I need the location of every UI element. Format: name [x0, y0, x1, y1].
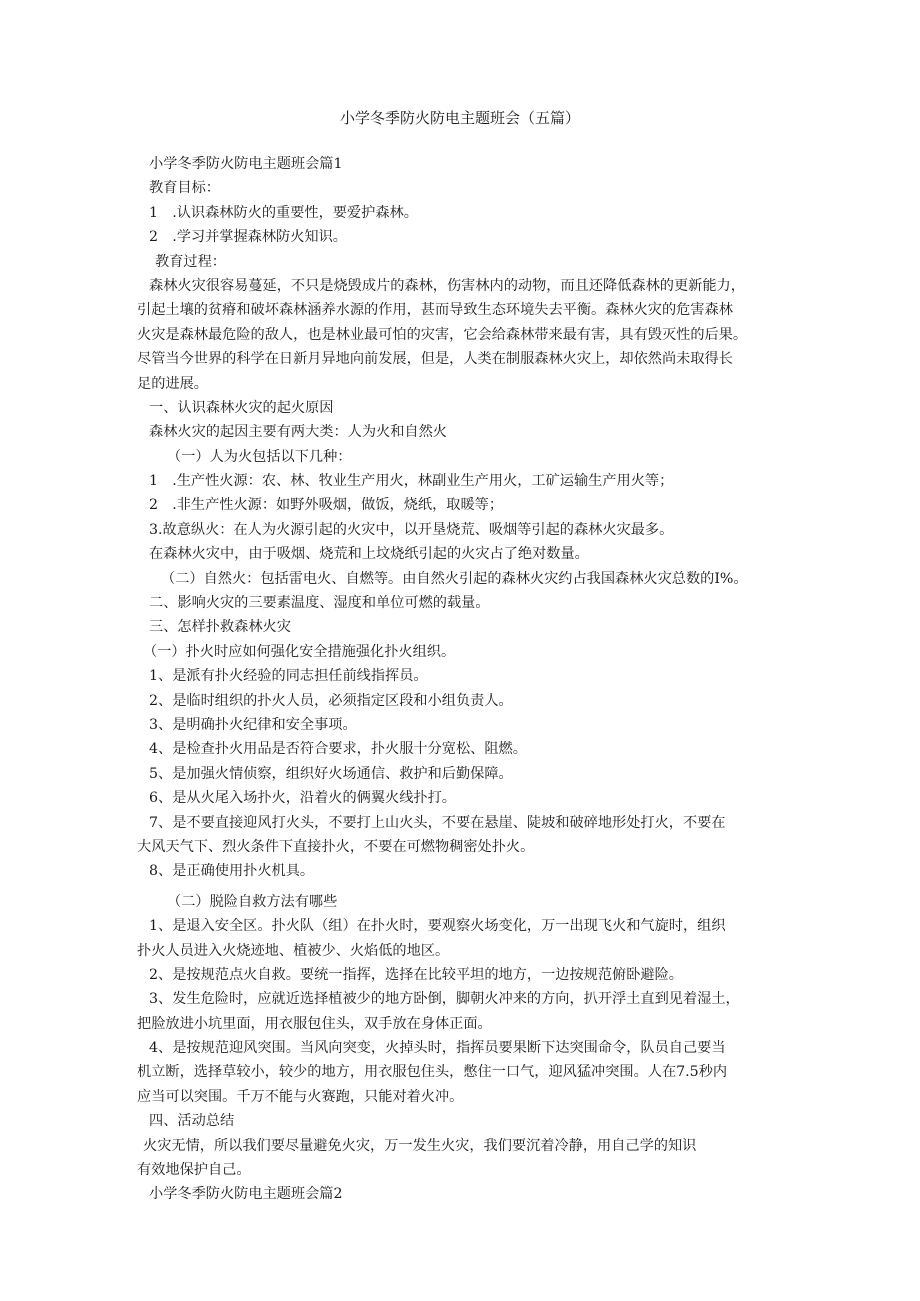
list-item: 3、是明确扑火纪律和安全事项。: [149, 716, 357, 733]
list-item: 6、是从火尾入场扑火，沿着火的俩翼火线扑打。: [149, 790, 456, 807]
list-item: 1、是退入安全区。扑火队（组）在扑火时，要观察火场变化，万一出现飞火和气旋时，组织: [149, 918, 726, 935]
section-heading: 三、怎样扑救森林火灾: [149, 619, 291, 636]
list-item: 2、是按规范点火自救。要统一指挥，选择在比较平坦的地方，一边按规范俯卧避险。: [149, 966, 683, 983]
section-heading: 小学冬季防火防电主题班会篇1: [149, 156, 343, 172]
list-item: 1、是派有扑火经验的同志担任前线指挥员。: [149, 668, 428, 685]
list-item: 2 .学习并掌握森林防火知识。: [149, 229, 347, 246]
list-item-continuation: 扑火人员进入火烧迹地、植被少、火焰低的地区。: [137, 942, 450, 959]
list-item: 1 .生产性火源：农、林、牧业生产用火，林副业生产用火，工矿运输生产用火等；: [149, 473, 674, 490]
paragraph-line: 引起土壤的贫瘠和破坏森林涵养水源的作用，甚而导致生态环境失去平衡。森林火灾的危害森林: [137, 302, 733, 319]
document-title: 小学冬季防火防电主题班会（五篇）: [339, 109, 580, 127]
list-item: 3、发生危险时，应就近选择植被少的地方卧倒，脚朝火冲来的方向，扒开浮土直到见着湿土，: [149, 991, 740, 1008]
text-line: 有效地保护自己。: [137, 1162, 251, 1179]
list-item: 7、是不要直接迎风打火头，不要打上山火头，不要在悬崖、陡坡和破碎地形处打火，不要在: [149, 814, 726, 831]
paragraph-line: 森林火灾很容易蔓延，不只是烧毁成片的森林，伤害林内的动物，而且还降低森林的更新能力，: [149, 277, 745, 294]
subsection-heading: （一）人为火包括以下几种：: [167, 448, 352, 465]
list-item: 2 .非生产性火源：如野外吸烟，做饭，烧纸，取暖等；: [149, 497, 504, 514]
subsection-heading: （二）脱险自救方法有哪些: [167, 893, 338, 910]
list-item: 4、是按规范迎风突围。当风向突变，火掉头时，指挥员要果断下达突围命令，队员自己要当: [149, 1040, 726, 1057]
list-item: 4、是检查扑火用品是否符合要求，扑火服十分宽松、阻燃。: [149, 741, 527, 758]
list-item: 2、是临时组织的扑火人员，必须指定区段和小组负责人。: [149, 692, 513, 709]
paragraph-line: 火灾是森林最危险的敌人，也是林业最可怕的灾害，它会给森林带来最有害，具有毁灭性的后果。: [137, 326, 748, 343]
document-body: [137, 152, 792, 1207]
paragraph-line: 尽管当今世界的科学在日新月异地向前发展，但是，人类在制服森林火灾上，却依然尚未取得长: [137, 351, 733, 368]
subsection-heading: （一）扑火时应如何强化安全措施强化扑火组织。: [143, 643, 456, 660]
section-heading: 小学冬季防火防电主题班会篇2: [149, 1186, 343, 1203]
list-item-continuation: 大风天气下、烈火条件下直接扑火，不要在可燃物稠密处扑火。: [137, 838, 535, 855]
text-line: 在森林火灾中，由于吸烟、烧荒和上坟烧纸引起的火灾占了绝对数量。: [149, 546, 589, 563]
section-heading: 二、影响火灾的三要素温度、湿度和单位可燃的载量。: [149, 595, 490, 612]
list-item: 5、是加强火情侦察，组织好火场通信、救护和后勤保障。: [149, 765, 513, 782]
list-item: 8、是正确使用扑火机具。: [149, 863, 315, 880]
list-item-continuation: 把脸放进小坑里面，用衣服包住头，双手放在身体正面。: [137, 1015, 492, 1032]
paragraph-line: 足的进展。: [137, 375, 208, 392]
section-heading: 一、认识森林火灾的起火原因: [149, 399, 334, 416]
section-heading: 四、活动总结: [149, 1113, 235, 1130]
list-item-continuation: 应当可以突围。千万不能与火赛跑，只能对着火冲。: [137, 1088, 464, 1105]
list-item: 3.故意纵火：在人为火源引起的火灾中，以开垦烧荒、吸烟等引起的森林火灾最多。: [149, 521, 674, 538]
list-item-continuation: 机立断，选择草较小，较少的地方，用衣服包住头，憋住一口气，迎风猛冲突围。人在7.5秒内: [137, 1064, 728, 1081]
text-line: 森林火灾的起因主要有两大类：人为火和自然火: [149, 424, 447, 441]
text-line: 教育过程：: [155, 253, 226, 270]
list-item: 1 .认识森林防火的重要性，要爱护森林。: [149, 204, 418, 221]
subsection-heading: （二）自然火：包括雷电火、自燃等。由自然火引起的森林火灾约占我国森林火灾总数的I%。: [161, 570, 748, 587]
text-line: 火灾无情，所以我们要尽量避免火灾，万一发生火灾，我们要沉着冷静，用自己学的知识: [143, 1137, 697, 1154]
text-line: 教育目标：: [149, 180, 220, 197]
